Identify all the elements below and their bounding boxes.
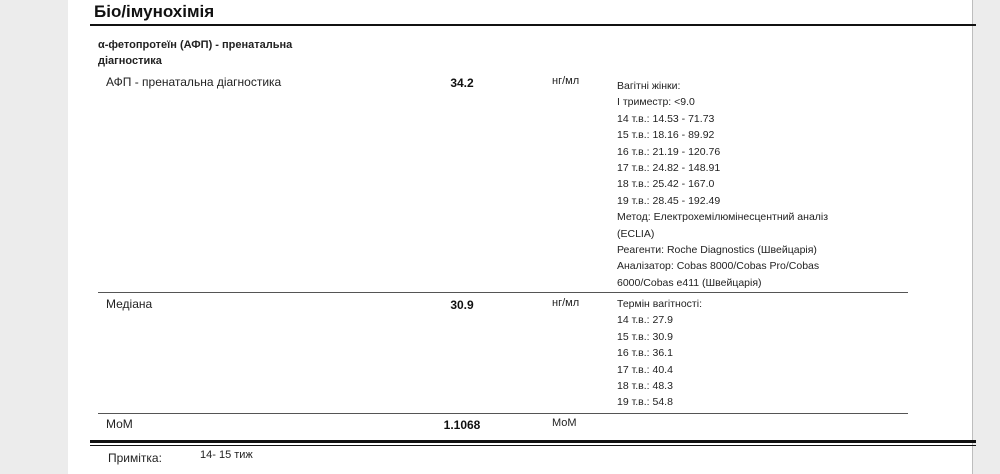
test-name: МоМ [106, 417, 133, 431]
reference-line: I триместр: <9.0 [617, 96, 695, 109]
reference-line: Реагенти: Roche Diagnostics (Швейцарія) [617, 244, 817, 257]
reference-range [617, 296, 702, 411]
section-title: Біо/імунохімія [94, 2, 215, 21]
reference-line: 6000/Cobas e411 (Швейцарія) [617, 276, 762, 289]
reference-line: 17 т.в.: 24.82 - 148.91 [617, 162, 721, 175]
reference-line: Метод: Електрохемілюмінесцентний аналіз [617, 211, 829, 224]
test-name: Медіана [106, 297, 153, 311]
test-group-title: α-фетопротеїн (АФП) - пренатальна діагностика [98, 39, 293, 67]
reference-line: 15 т.в.: 30.9 [617, 330, 673, 343]
test-value: 1.1068 [443, 418, 481, 432]
reference-line: 17 т.в.: 40.4 [617, 363, 673, 376]
reference-line: 19 т.в.: 54.8 [617, 396, 673, 409]
reference-line: 19 т.в.: 28.45 - 192.49 [617, 194, 721, 207]
reference-line: 14 т.в.: 14.53 - 71.73 [617, 112, 715, 125]
reference-line: 16 т.в.: 21.19 - 120.76 [617, 145, 721, 158]
note-label: Примітка: [108, 451, 162, 465]
section-bottom-divider [90, 440, 976, 443]
row-divider [98, 413, 908, 414]
viewer-background-right [972, 0, 1000, 474]
row-divider [98, 292, 908, 293]
reference-line: Термін вагітності: [617, 298, 702, 310]
reference-range [617, 78, 828, 291]
reference-line: 16 т.в.: 36.1 [617, 347, 673, 360]
test-name: АФП - пренатальна діагностика [106, 75, 282, 89]
title-divider [90, 24, 976, 26]
viewer-background-left [0, 0, 68, 474]
reference-line: 18 т.в.: 25.42 - 167.0 [617, 178, 715, 191]
reference-line: Вагітні жінки: [617, 80, 681, 92]
test-value: 30.9 [450, 298, 474, 312]
test-unit: нг/мл [552, 297, 580, 309]
reference-line: 15 т.в.: 18.16 - 89.92 [617, 129, 715, 142]
reference-line: Аналізатор: Cobas 8000/Cobas Pro/Cobas [617, 260, 820, 273]
section-bottom-divider-thin [90, 445, 976, 446]
reference-line: 14 т.в.: 27.9 [617, 314, 673, 327]
reference-line: 18 т.в.: 48.3 [617, 380, 673, 393]
test-unit: МоМ [552, 417, 577, 429]
test-value: 34.2 [450, 76, 474, 90]
report-page [68, 0, 972, 474]
note-value: 14- 15 тиж [200, 449, 253, 461]
reference-line: (ECLIA) [617, 227, 655, 240]
test-unit: нг/мл [552, 75, 580, 87]
